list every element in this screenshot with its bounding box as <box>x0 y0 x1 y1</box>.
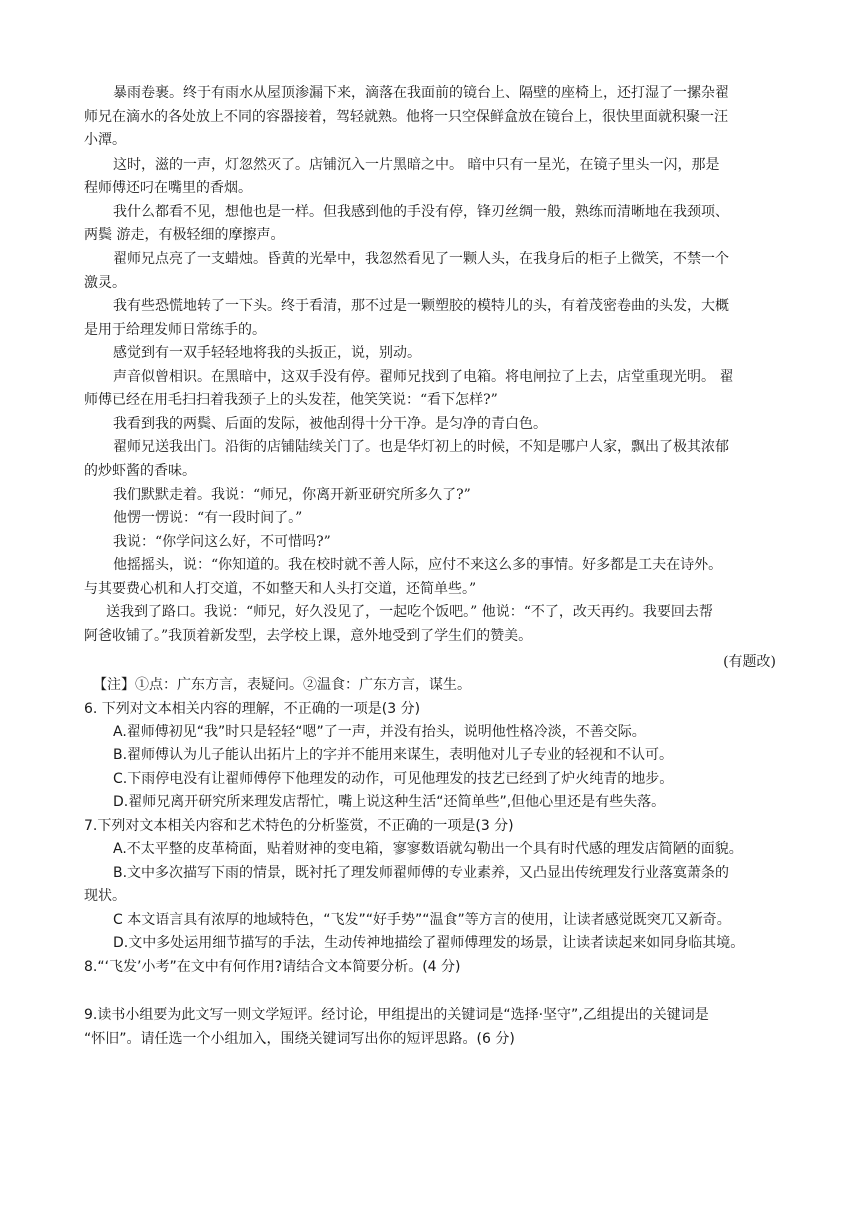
passage-line: 师兄在滴水的各处放上不同的容器接着，驾轻就熟。他将一只空保鲜盒放在镜台上，很快里面就积聚一汪 <box>84 109 728 125</box>
passage-line: 阿爸收铺了。”我顶着新发型，去学校上课，意外地受到了学生们的赞美。 <box>84 628 533 644</box>
passage-line: 师傅已经在用毛扫扫着我颈子上的头发茬，他笑笑说：“看下怎样?” <box>84 392 498 408</box>
passage-line: 的炒虾酱的香味。 <box>84 463 196 479</box>
passage-line: 感觉到有一双手轻轻地将我的头扳正，说，别动。 <box>113 345 421 361</box>
question-8-stem: 8.“‘飞发’小考”在文中有何作用?请结合文本简要分析。(4 分) <box>84 959 461 975</box>
question-9-stem-cont: “怀旧”。请任选一个小组加入，围绕关键词写出你的短评思路。(6 分) <box>84 1031 515 1047</box>
question-7-option-d: D.文中多处运用细节描写的手法，生动传神地描绘了翟师傅理发的场景，让读者读起来如同身临其境。 <box>113 935 745 951</box>
footnote: 【注】①点：广东方言，表疑问。②温食：广东方言，谋生。 <box>93 677 471 693</box>
passage-line: 我说：“你学问这么好，不可惜吗?” <box>113 534 331 550</box>
source-note: (有题改) <box>723 654 776 670</box>
passage-line: 他摇摇头，说：“你知道的。我在校时就不善人际，应付不来这么多的事情。好多都是工夫在诗外。 <box>113 557 723 573</box>
passage-line: 我什么都看不见，想他也是一样。但我感到他的手没有停，锋刃丝绸一般，熟练而清晰地在我颈项、 <box>113 204 729 220</box>
passage-line: 暴雨卷裹。终于有雨水从屋顶渗漏下来，滴落在我面前的镜台上、隔壁的座椅上，还打湿了一摞杂翟 <box>113 85 729 101</box>
question-6-stem: 6. 下列对文本相关内容的理解，不正确的一项是(3 分) <box>84 701 421 717</box>
question-9-stem: 9.读书小组要为此文写一则文学短评。经讨论，甲组提出的关键词是“选择·坚守”,乙组提出的关键词是 <box>84 1007 709 1023</box>
passage-line: 程师傅还叼在嘴里的香烟。 <box>84 180 252 196</box>
question-6-option-d: D.翟师兄离开研究所来理发店帮忙，嘴上说这种生活“还简单些”,但他心里还是有些失落。 <box>113 794 666 810</box>
passage-line: 我有些恐慌地转了一下头。终于看清，那不过是一颗塑胶的模特儿的头，有着茂密卷曲的头发，大概 <box>113 298 729 314</box>
question-6-option-a: A.翟师傅初见“我”时只是轻轻“嗯”了一声，并没有抬头，说明他性格冷淡，不善交际。 <box>113 724 646 740</box>
passage-line: 我们默默走着。我说：“师兄，你离开新亚研究所多久了?” <box>113 487 471 503</box>
passage-line: 小潭。 <box>84 132 126 148</box>
question-6-option-c: C.下雨停电没有让翟师傅停下他理发的动作，可见他理发的技艺已经到了炉火纯青的地步。 <box>113 771 674 787</box>
passage-line: 这时，滋的一声，灯忽然灭了。店铺沉入一片黑暗之中。 暗中只有一星光，在镜子里头一闪，那是 <box>113 157 720 173</box>
question-7-option-a: A.不太平整的皮革椅面，贴着财神的变电箱，寥寥数语就勾勒出一个具有时代感的理发店简陋的面貌。 <box>113 841 743 857</box>
passage-line: 激灵。 <box>84 275 126 291</box>
passage-line: 声音似曾相识。在黑暗中，这双手没有停。翟师兄找到了电箱。将电闸拉了上去，店堂重现光明。 翟 <box>113 369 734 385</box>
question-7-option-c: C 本文语言具有浓厚的地域特色，“飞发”“好手势”“温食”等方言的使用，让读者感觉既突兀又新奇。 <box>113 912 731 928</box>
passage-line: 他愣一愣说：“有一段时间了。” <box>113 510 303 526</box>
passage-line: 我看到我的两鬓、后面的发际，被他刮得十分干净。是匀净的青白色。 <box>113 416 547 432</box>
passage-line: 两鬓 游走，有极轻细的摩擦声。 <box>84 227 285 243</box>
passage-line: 是用于给理发师日常练手的。 <box>84 322 266 338</box>
passage-line: 送我到了路口。我说：“师兄，好久没见了，一起吃个饭吧。” 他说：“不了，改天再约。我要回去帮 <box>106 604 713 620</box>
passage-line: 与其要费心机和人打交道，不如整天和人头打交道，还简单些。” <box>84 581 477 597</box>
question-7-stem: 7.下列对文本相关内容和艺术特色的分析鉴赏，不正确的一项是(3 分) <box>84 818 514 834</box>
question-7-option-b: B.文中多次描写下雨的情景，既衬托了理发师翟师傅的专业素养，又凸显出传统理发行业落寞萧条的 <box>113 865 730 881</box>
passage-line: 翟师兄送我出门。沿街的店铺陆续关门了。也是华灯初上的时候，不知是哪户人家，飘出了极其浓郁 <box>113 439 729 455</box>
question-6-option-b: B.翟师傅认为儿子能认出拓片上的字并不能用来谋生，表明他对儿子专业的轻视和不认可。 <box>113 747 674 763</box>
question-7-option-b-cont: 现状。 <box>84 888 126 904</box>
passage-line: 翟师兄点亮了一支蜡烛。昏黄的光晕中，我忽然看见了一颗人头，在我身后的柜子上微笑，不禁一个 <box>113 251 729 267</box>
